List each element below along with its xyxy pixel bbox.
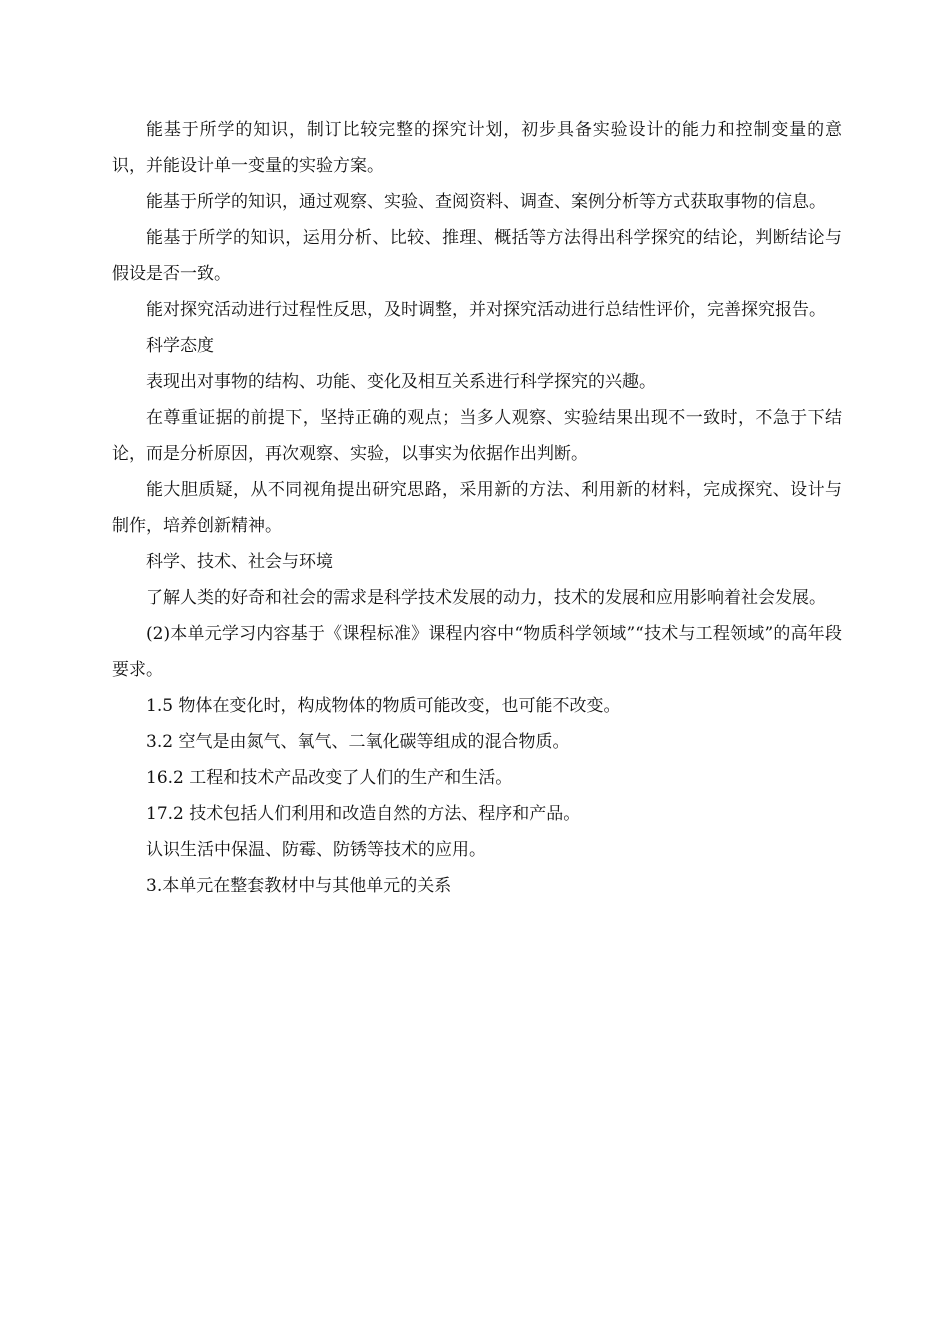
standard-item-17-2: 17.2 技术包括人们利用和改造自然的方法、程序和产品。 bbox=[146, 804, 581, 824]
paragraph-curriculum-standard: (2)本单元学习内容基于《课程标准》课程内容中“物质科学领域”“技术与工程领域”的高年段要求。 bbox=[112, 624, 842, 680]
paragraph-innovation: 能大胆质疑，从不同视角提出研究思路，采用新的方法、利用新的材料，完成探究、设计与制作，培养创新精神。 bbox=[112, 480, 842, 536]
paragraph-interest: 表现出对事物的结构、功能、变化及相互关系进行科学探究的兴趣。 bbox=[146, 372, 656, 392]
paragraph-society-needs: 了解人类的好奇和社会的需求是科学技术发展的动力，技术的发展和应用影响着社会发展。 bbox=[146, 588, 826, 608]
paragraph-conclusion-analysis: 能基于所学的知识，运用分析、比较、推理、概括等方法得出科学探究的结论，判断结论与假设是否一致。 bbox=[112, 228, 842, 284]
paragraph-evidence: 在尊重证据的前提下，坚持正确的观点；当多人观察、实验结果出现不一致时，不急于下结论，而是分析原因，再次观察、实验，以事实为依据作出判断。 bbox=[112, 408, 842, 464]
paragraph-reflection: 能对探究活动进行过程性反思，及时调整，并对探究活动进行总结性评价，完善探究报告。 bbox=[146, 300, 826, 320]
standard-item-3-2: 3.2 空气是由氮气、氧气、二氧化碳等组成的混合物质。 bbox=[146, 732, 570, 752]
section-heading-scientific-attitude: 科学态度 bbox=[146, 336, 214, 356]
document-body bbox=[112, 112, 842, 904]
standard-item-16-2: 16.2 工程和技术产品改变了人们的生产和生活。 bbox=[146, 768, 513, 788]
paragraph-information-gathering: 能基于所学的知识，通过观察、实验、查阅资料、调查、案例分析等方式获取事物的信息。 bbox=[146, 192, 826, 212]
paragraph-experiment-design: 能基于所学的知识，制订比较完整的探究计划，初步具备实验设计的能力和控制变量的意识，并能设计单一变量的实验方案。 bbox=[112, 120, 842, 176]
section-heading-sts: 科学、技术、社会与环境 bbox=[146, 552, 333, 572]
section-heading-unit-relations: 3.本单元在整套教材中与其他单元的关系 bbox=[146, 876, 452, 896]
standard-item-1-5: 1.5 物体在变化时，构成物体的物质可能改变，也可能不改变。 bbox=[146, 696, 621, 716]
paragraph-technology-application: 认识生活中保温、防霉、防锈等技术的应用。 bbox=[146, 840, 486, 860]
